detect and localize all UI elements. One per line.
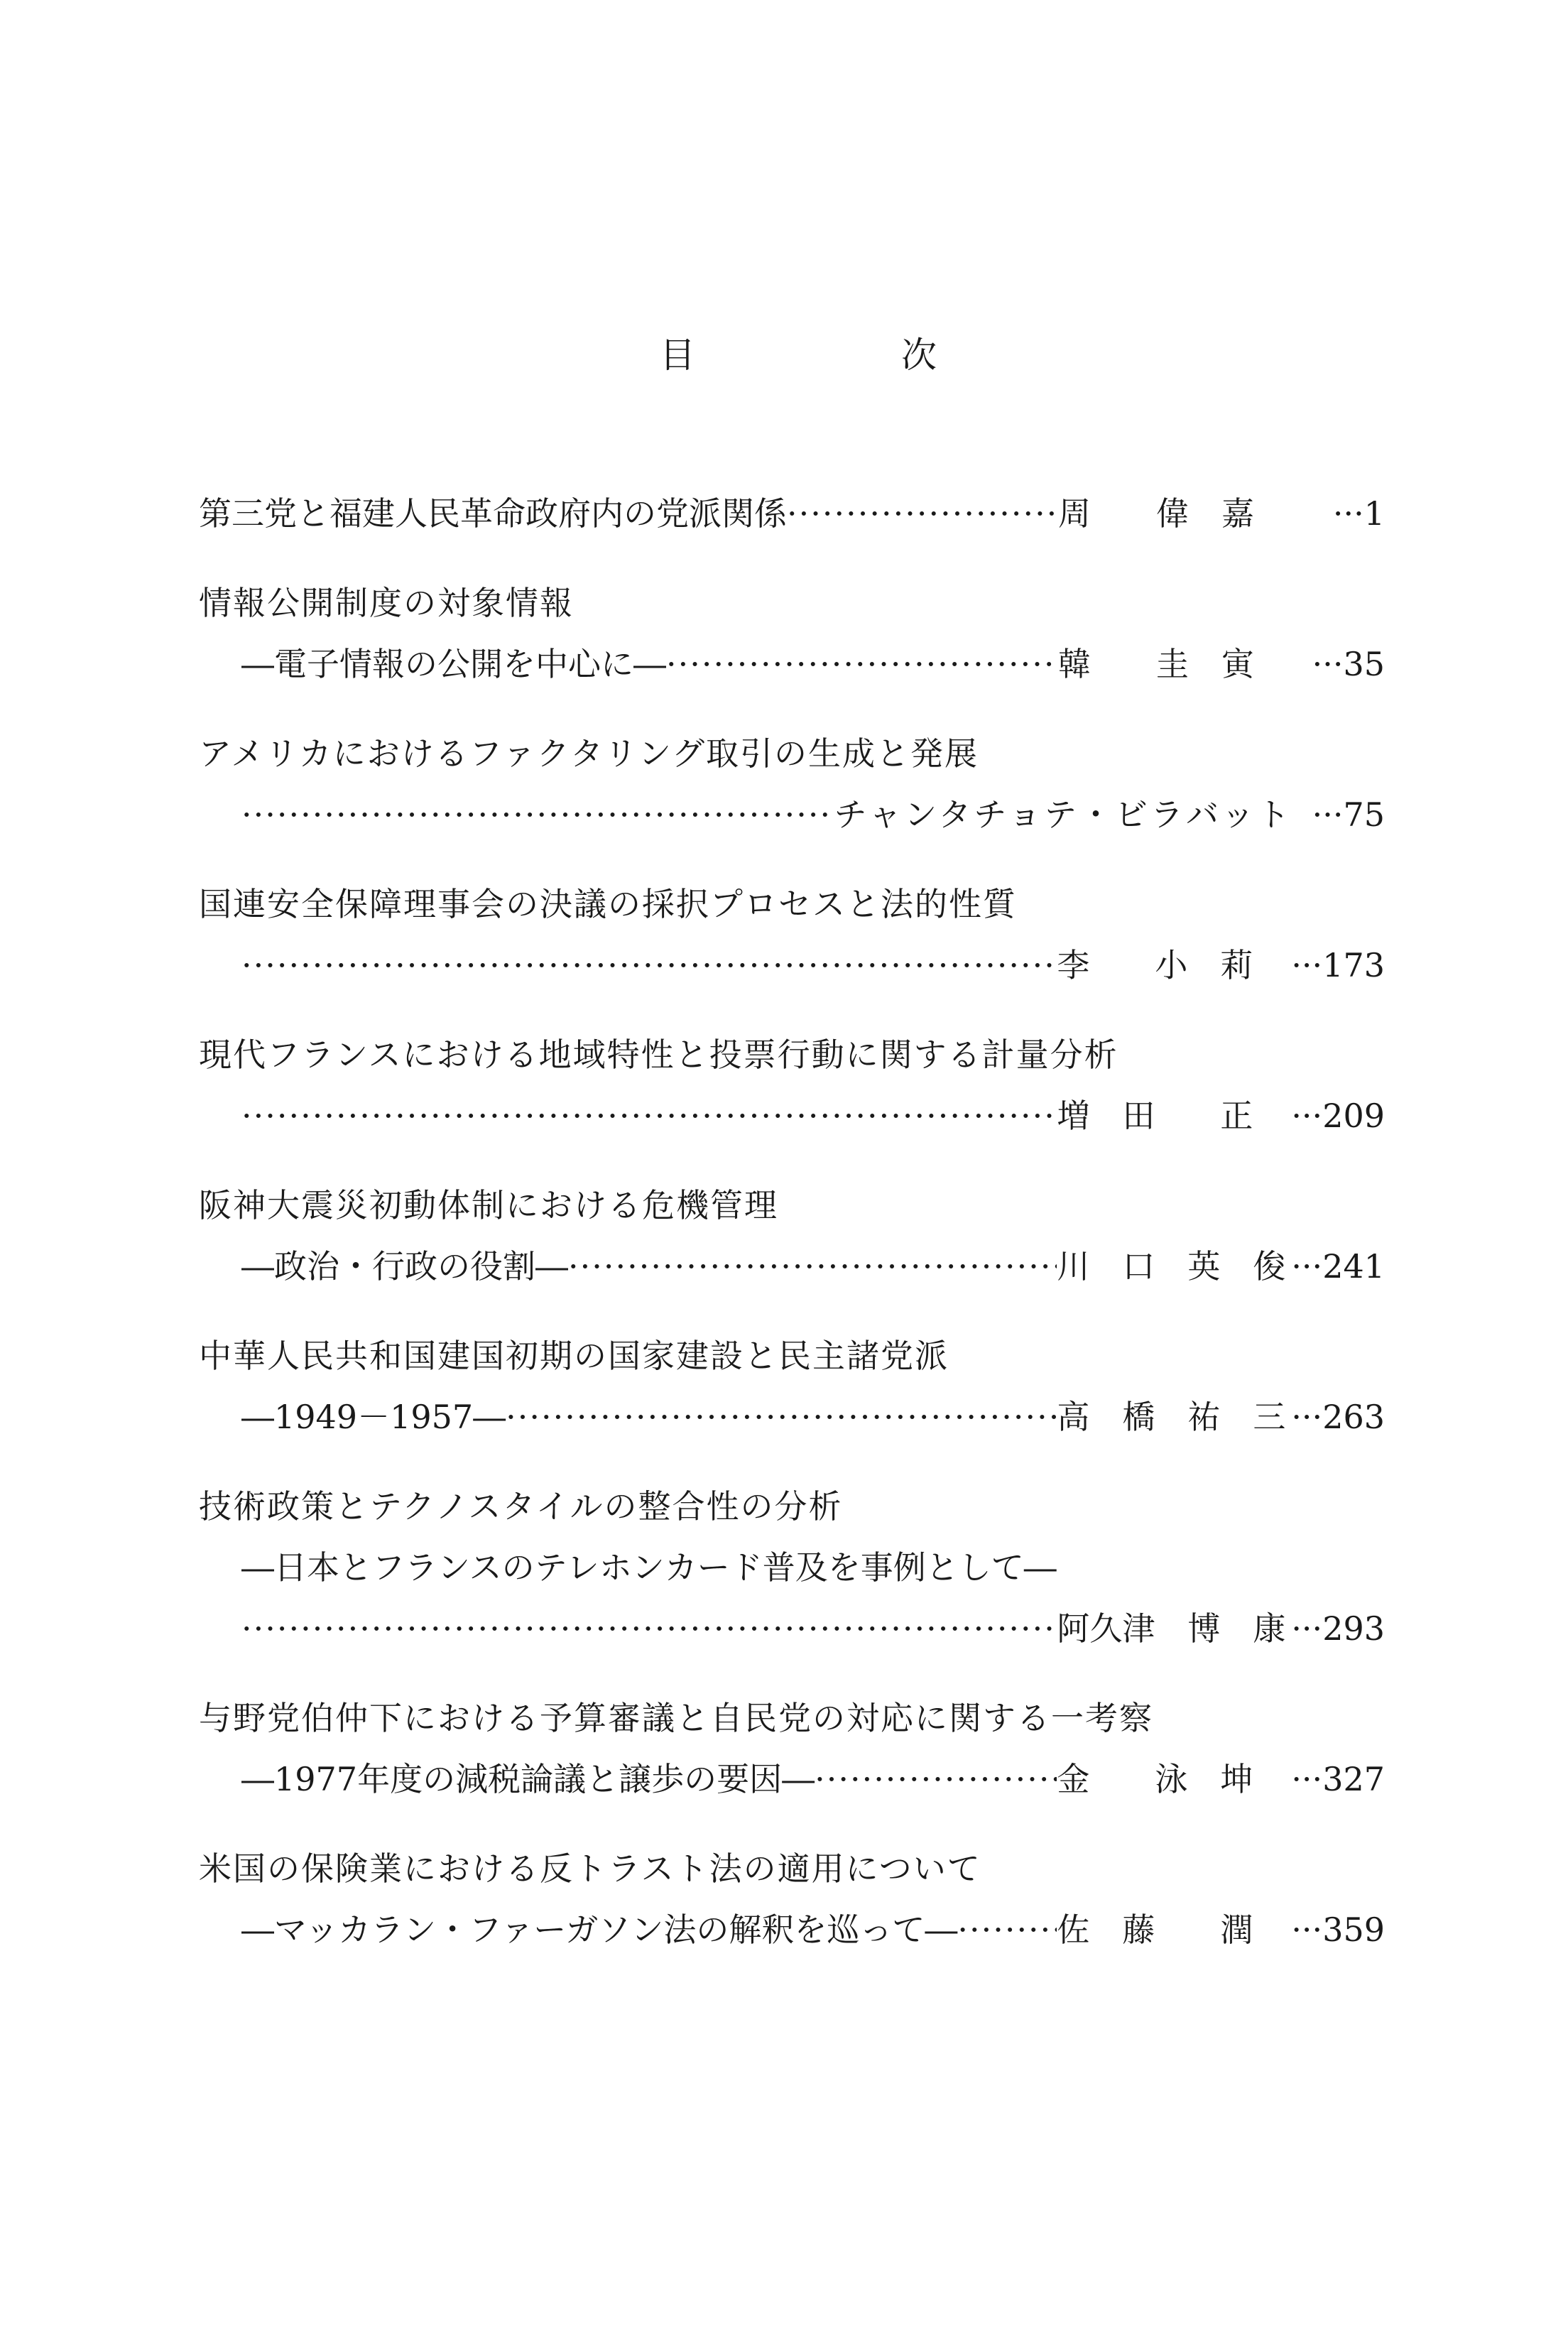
toc-entry-title: 第三党と福建人民革命政府内の党派関係: [199, 494, 787, 533]
author-name: 金 泳 坤: [1057, 1760, 1253, 1798]
toc-entry-title-line: [199, 572, 1385, 634]
author-name: 韓 圭 寅: [1058, 645, 1254, 683]
toc-entry-title-line: [199, 874, 1385, 935]
toc-entry-title: 情報公開制度の対象情報: [199, 584, 574, 622]
dot-leader: [506, 1386, 1057, 1447]
toc-entry-subtitle: ―政治・行政の役割―: [241, 1247, 568, 1286]
toc-entry-author: [1057, 1085, 1291, 1146]
toc-entry: [199, 723, 1385, 845]
toc-entry-title: 技術政策とテクノスタイルの整合性の分析: [199, 1487, 843, 1526]
toc-entry-page: ··· 1: [1292, 483, 1385, 544]
toc-entry-author: チャンタチョテ・ビラバット: [834, 795, 1292, 834]
toc-entry-author: [1057, 1598, 1291, 1659]
toc-entry-title: 与野党伯仲下における予算審議と自民党の対応に関する一考察: [199, 1699, 1153, 1737]
toc-entry-title: 国連安全保障理事会の決議の採択プロセスと法的性質: [199, 885, 1017, 923]
toc-entry-subline: [199, 1085, 1385, 1146]
toc-entry-subtitle: ―日本とフランスのテレホンカード普及を事例として―: [241, 1548, 1057, 1587]
toc-entry-title-line: [199, 1476, 1385, 1537]
toc-entry-subline: [199, 935, 1385, 996]
dot-leader: [568, 1236, 1057, 1297]
dot-leader: [241, 784, 834, 845]
toc-entry-title-line: [199, 1175, 1385, 1236]
toc-entry-subline: [199, 634, 1385, 695]
toc-entry-line: [199, 483, 1385, 544]
toc-entry-subline: [199, 1749, 1385, 1810]
toc-entry-page: ··· 293: [1291, 1598, 1385, 1659]
toc-entry-title: 中華人民共和国建国初期の国家建設と民主諸党派: [199, 1337, 949, 1375]
toc-entry-subline: [199, 1236, 1385, 1297]
toc-entry-page: ··· 359: [1291, 1899, 1385, 1960]
toc-entry-author: [1058, 483, 1292, 544]
toc-entry-page: ··· 263: [1291, 1386, 1385, 1447]
author-name: 増 田 正: [1057, 1097, 1253, 1135]
toc-entry-subtitle: ―1949－1957―: [241, 1398, 506, 1436]
dot-leader: [241, 1085, 1057, 1146]
toc-entry-author: [1057, 935, 1291, 996]
dot-leader: [666, 634, 1058, 695]
toc-entry: [199, 483, 1385, 544]
author-name: 川 口 英 俊: [1057, 1247, 1286, 1286]
dot-leader: [241, 935, 1057, 996]
toc-entry: [199, 1175, 1385, 1297]
toc-entry-author: [1058, 634, 1292, 695]
toc-entry-title: アメリカにおけるファクタリング取引の生成と発展: [199, 734, 979, 773]
page-title: 目 次: [660, 335, 1022, 376]
toc-entry-subline: [199, 1598, 1385, 1659]
dot-leader: [815, 1749, 1057, 1810]
dot-leader: [957, 1899, 1057, 1960]
toc-entry: [199, 1688, 1385, 1810]
toc-entry-author: [1057, 1236, 1291, 1297]
toc-entry: [199, 572, 1385, 695]
toc-entry: [199, 1838, 1385, 1960]
toc-entry-page: ··· 75: [1292, 784, 1385, 845]
toc-entry-author: [1057, 1749, 1291, 1810]
toc-entry-title-line: [199, 1838, 1385, 1899]
toc-entry-author: [1057, 1386, 1291, 1447]
toc-entry-subline: [199, 1386, 1385, 1447]
table-of-contents: [199, 483, 1385, 1989]
toc-entry-page: ··· 209: [1291, 1085, 1385, 1146]
dot-leader: [241, 1598, 1057, 1659]
toc-entry-page: ··· 241: [1291, 1236, 1385, 1297]
toc-entry: [199, 1024, 1385, 1146]
toc-entry-author: [1057, 1899, 1291, 1960]
toc-entry-subtitle: ―マッカラン・ファーガソン法の解釈を巡って―: [241, 1911, 958, 1949]
toc-entry-title-line: [199, 723, 1385, 784]
toc-entry-subtitle-line: [199, 1537, 1385, 1598]
toc-entry-page: ··· 173: [1291, 935, 1385, 996]
toc-entry: [199, 1325, 1385, 1447]
toc-entry-subline: [199, 1899, 1385, 1960]
toc-entry-subline: [199, 784, 1385, 845]
toc-entry-title: 米国の保険業における反トラスト法の適用について: [199, 1849, 981, 1888]
toc-entry-subtitle: ―1977年度の減税論議と譲歩の要因―: [241, 1760, 815, 1798]
author-name: 高 橋 祐 三: [1057, 1398, 1286, 1436]
toc-entry-page: ··· 35: [1292, 634, 1385, 695]
dot-leader: [787, 483, 1058, 544]
author-name: 阿久津 博 康: [1057, 1609, 1286, 1648]
author-name: 佐 藤 潤: [1057, 1911, 1253, 1949]
toc-entry-title-line: [199, 1325, 1385, 1386]
toc-entry: [199, 1476, 1385, 1659]
toc-entry: [199, 874, 1385, 996]
toc-entry-subtitle: ―電子情報の公開を中心に―: [241, 645, 666, 683]
toc-entry-page: ··· 327: [1291, 1749, 1385, 1810]
author-name: 周 偉 嘉: [1058, 494, 1254, 533]
toc-entry-title-line: [199, 1024, 1385, 1085]
toc-entry-title: 現代フランスにおける地域特性と投票行動に関する計量分析: [199, 1036, 1118, 1074]
author-name: 李 小 莉: [1057, 946, 1253, 984]
toc-entry-title: 阪神大震災初動体制における危機管理: [199, 1186, 778, 1224]
toc-entry-title-line: [199, 1688, 1385, 1749]
